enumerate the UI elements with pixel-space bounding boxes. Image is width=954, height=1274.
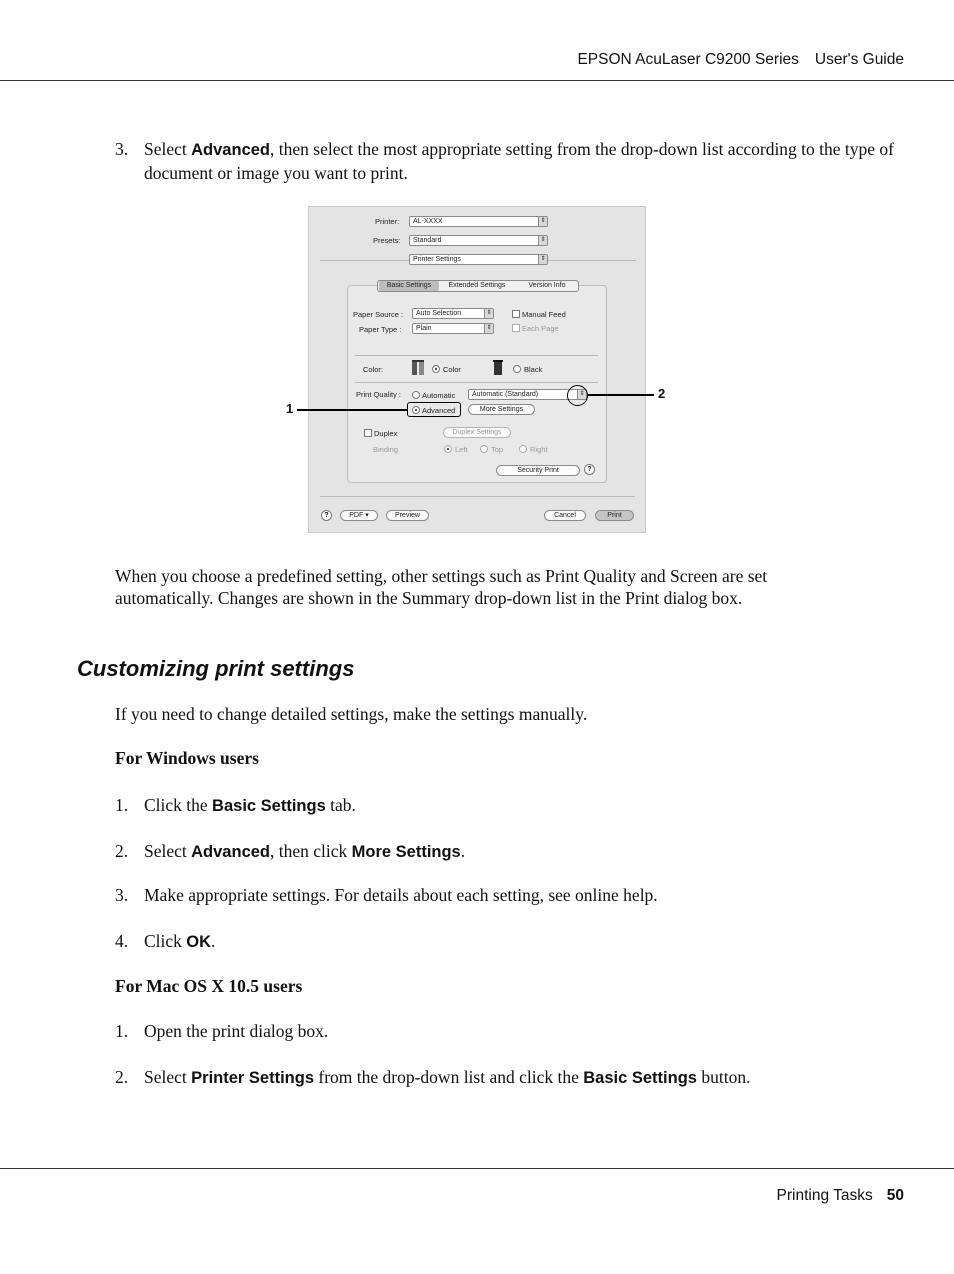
- description-paragraph: When you choose a predefined setting, other settings such as Print Quality and Screen are set automatically. Changes are shown in the Summary drop-down list in the Print dialog box.: [115, 566, 768, 608]
- advanced-highlight: [407, 402, 461, 417]
- section-title: Customizing print settings: [77, 656, 355, 681]
- bold-term: Advanced: [191, 843, 270, 861]
- stepper-icon: ⇕: [484, 324, 493, 333]
- pdf-button[interactable]: PDF ▾: [340, 510, 378, 521]
- page-number: 50: [886, 1187, 904, 1204]
- mac-step-2: 2. Select Printer Settings from the drop-down list and click the Basic Settings button.: [115, 1067, 751, 1087]
- intro-step: [115, 138, 895, 184]
- bold-term: More Settings: [351, 843, 461, 861]
- each-page-label: Each Page: [522, 324, 559, 333]
- section-intro: If you need to change detailed settings, make the settings manually.: [115, 704, 588, 724]
- printer-dropdown[interactable]: AL-XXXX ⇕: [409, 216, 548, 227]
- binding-top-label: Top: [491, 445, 504, 454]
- divider: [355, 382, 598, 383]
- color-label: Color:: [363, 365, 384, 374]
- black-ink-icon: [491, 359, 505, 377]
- security-print-button[interactable]: Security Print: [496, 465, 580, 476]
- manual-feed-label: Manual Feed: [522, 310, 566, 319]
- header-rule: [0, 80, 954, 81]
- header-product: EPSON AcuLaser C9200 Series: [577, 51, 799, 68]
- windows-step-4: 4. Click OK.: [115, 931, 216, 951]
- bold-term: Advanced: [191, 141, 270, 159]
- presets-label: Presets:: [373, 236, 401, 245]
- binding-left-radio[interactable]: [444, 445, 452, 453]
- help-icon[interactable]: ?: [584, 464, 595, 475]
- cancel-button[interactable]: Cancel: [544, 510, 586, 521]
- bold-term: Basic Settings: [212, 797, 326, 815]
- duplex-label: Duplex: [374, 429, 398, 438]
- running-footer: [777, 1187, 904, 1205]
- binding-right-label: Right: [530, 445, 548, 454]
- mac-step-1: 1. Open the print dialog box.: [115, 1021, 329, 1041]
- binding-left-label: Left: [455, 445, 468, 454]
- each-page-checkbox[interactable]: [512, 324, 520, 332]
- windows-step-2: 2. Select Advanced, then click More Settings.: [115, 841, 466, 861]
- panel-dropdown[interactable]: Printer Settings ⇕: [409, 254, 548, 265]
- presets-dropdown[interactable]: Standard ⇕: [409, 235, 548, 246]
- black-radio[interactable]: [513, 365, 521, 373]
- callout-line-2: [588, 394, 654, 396]
- printer-label: Printer:: [375, 217, 400, 226]
- mac-heading: For Mac OS X 10.5 users: [115, 976, 303, 996]
- divider: [355, 355, 598, 356]
- step-text: Select Advanced, then select the most appropriate setting from the drop-down list according to the type of document or image you want to print.: [144, 139, 895, 183]
- stepper-icon: ⇕: [538, 217, 547, 226]
- stepper-icon: ⇕: [484, 309, 493, 318]
- bold-term: Basic Settings: [583, 1069, 697, 1087]
- stepper-icon: ⇕: [538, 255, 547, 264]
- running-header: [577, 51, 904, 69]
- tab-extended-settings[interactable]: Extended Settings: [448, 282, 506, 289]
- windows-heading: For Windows users: [115, 748, 259, 768]
- footer-section: Printing Tasks: [776, 1187, 873, 1204]
- step-number: 3.: [115, 139, 129, 159]
- paper-type-label: Paper Type :: [359, 325, 402, 334]
- divider: [548, 260, 636, 261]
- binding-top-radio[interactable]: [480, 445, 488, 453]
- paper-type-dropdown[interactable]: Plain ⇕: [412, 323, 494, 334]
- footer-rule: [0, 1168, 954, 1169]
- bold-term: OK: [186, 933, 212, 951]
- binding-right-radio[interactable]: [519, 445, 527, 453]
- callout-number-2: 2: [658, 386, 666, 401]
- paper-source-dropdown[interactable]: Auto Selection ⇕: [412, 308, 494, 319]
- color-ink-icon: [411, 359, 425, 377]
- bold-term: Printer Settings: [191, 1069, 314, 1087]
- more-settings-button[interactable]: More Settings: [468, 404, 535, 415]
- tab-basic-settings[interactable]: Basic Settings: [379, 281, 439, 291]
- divider: [320, 260, 410, 261]
- print-quality-label: Print Quality :: [356, 390, 402, 399]
- windows-step-3: 3. Make appropriate settings. For details about each setting, see online help.: [115, 885, 658, 905]
- windows-step-1: 1. Click the Basic Settings tab.: [115, 795, 356, 815]
- divider: [320, 496, 635, 497]
- dropdown-arrow-highlight: [567, 385, 588, 406]
- help-icon[interactable]: ?: [321, 510, 332, 521]
- automatic-option-label: Automatic: [422, 391, 456, 400]
- paper-source-label: Paper Source :: [353, 310, 404, 319]
- binding-label: Binding: [373, 445, 399, 454]
- duplex-settings-button[interactable]: Duplex Settings: [443, 427, 511, 438]
- stepper-icon: ⇕: [538, 236, 547, 245]
- tab-bar: [377, 280, 579, 292]
- duplex-checkbox[interactable]: [364, 429, 372, 437]
- color-radio[interactable]: [432, 365, 440, 373]
- black-option-label: Black: [524, 365, 543, 374]
- header-guide: User's Guide: [814, 51, 904, 68]
- stepper-icon: ⇕: [577, 390, 586, 399]
- print-button[interactable]: Print: [595, 510, 634, 521]
- tab-version-info[interactable]: Version Info: [528, 282, 566, 289]
- manual-feed-checkbox[interactable]: [512, 310, 520, 318]
- quality-dropdown[interactable]: Automatic (Standard) ⇕: [468, 389, 587, 400]
- automatic-radio[interactable]: [412, 391, 420, 399]
- color-option-label: Color: [443, 365, 461, 374]
- advanced-option-label: Advanced: [422, 406, 456, 415]
- print-dialog-screenshot: [308, 206, 646, 533]
- callout-number-1: 1: [286, 401, 294, 416]
- preview-button[interactable]: Preview: [386, 510, 429, 521]
- callout-line-1: [297, 409, 408, 411]
